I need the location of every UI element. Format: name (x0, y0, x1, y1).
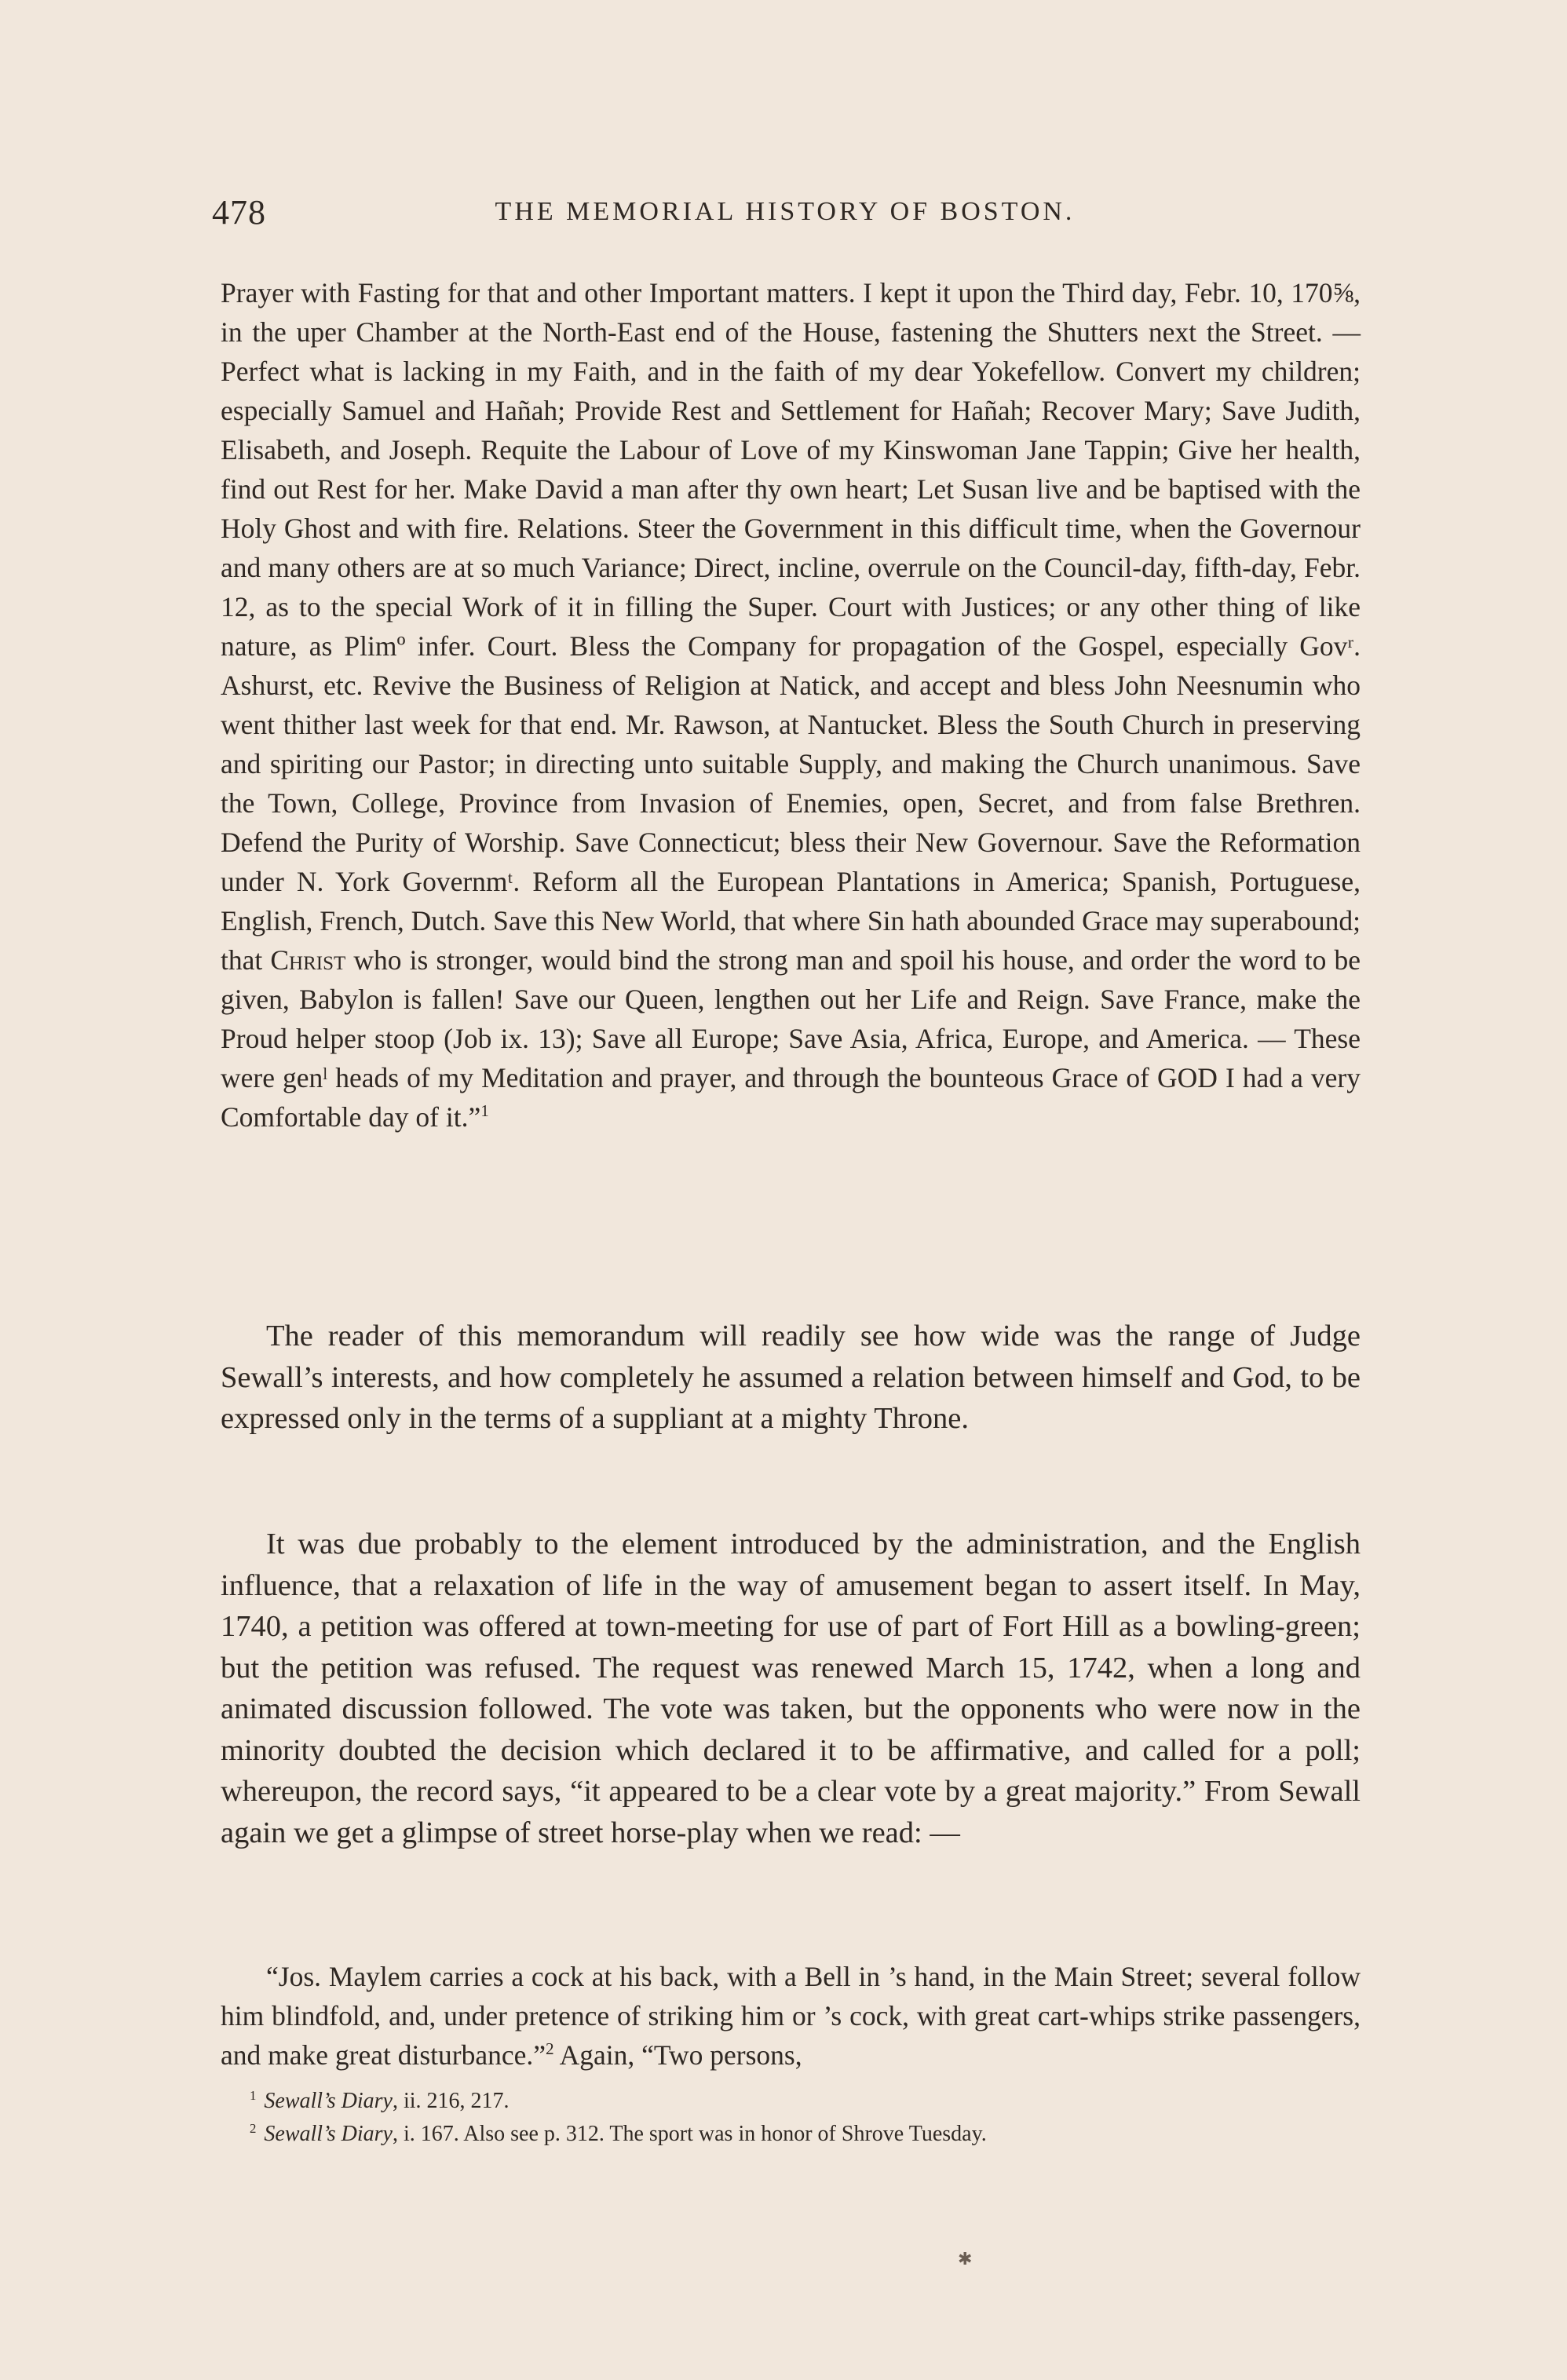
footnote-reference: 1 (480, 1101, 489, 1121)
footnote-mark: 1 (250, 2087, 257, 2103)
excerpt-paragraph (221, 1957, 1361, 2075)
amusement-paragraph (221, 1524, 1361, 1853)
footnote-reference: 2 (545, 2039, 554, 2059)
footnote-title: Sewall’s Diary (264, 2122, 393, 2146)
paragraph-text: It was due probably to the element introduced by the administration, and the English influence, that a relaxation of life in the way of amusement began to assert itself. In May, 1740, a petition was offered at town-meeting for use of part of Fort Hill as a bowling-green; but the petition was refused. The request was renewed March 15, 1742, when a long and animated discussion followed. The vote was taken, but the opponents who were now in the minority doubted the decision which declared it to be affirmative, and called for a poll; whereupon, the record says, “it appeared to be a clear vote by a great majority.” From Sewall again we get a glimpse of street horse-play when we read: — (221, 1528, 1361, 1849)
diary-text-continued: who is stronger, would bind the strong man and spoil his house, and order the word to be given, Babylon is fallen! Save our Queen, lengthen out her Life and Reign. Save France, make the Proud helper stoop (Job ix. 13); Save all Europe; Save Asia, Africa, Europe, and America. — These were genˡ heads of my Meditation and prayer, and through the bounteous Grace of GOD I had a very Comfortable day of it.” (221, 944, 1361, 1133)
footnote-detail: , i. 167. Also see p. 312. The sport was in honor of Shrove Tuesday. (393, 2122, 987, 2146)
excerpt-text: “Jos. Maylem carries a cock at his back, with a Bell in ’s hand, in the Main Street; several follow him blindfold, and, under pretence of striking him or ’s cock, with great cart-whips strike passengers, and make great disturbance.” (221, 1961, 1361, 2071)
footnote-1 (250, 2085, 1364, 2118)
christ-smallcaps: Christ (270, 944, 346, 976)
page-header (212, 192, 1358, 239)
footnote-title: Sewall’s Diary (264, 2089, 393, 2113)
footnote-mark: 2 (250, 2120, 257, 2136)
diary-text: Prayer with Fasting for that and other Important matters. I kept it upon the Third day, Febr. 10, 170⅝, in the uper Chamber at the North-East end of the House, fastening the Shutters next the Street. — Perfect what is lacking in my Faith, and in the faith of my dear Yokefellow. Convert my children; especially Samuel and Hañah; Provide Rest and Settlement for Hañah; Recover Mary; Save Judith, Elisabeth, and Joseph. Requite the Labour of Love of my Kinswoman Jane Tappin; Give her health, find out Rest for her. Make David a man after thy own heart; Let Susan live and be baptised with the Holy Ghost and with fire. Relations. Steer the Government in this difficult time, when the Governour and many others are at so much Variance; Direct, incline, overrule on the Council-day, fifth-day, Febr. 12, as to the special Work of it in filling the Super. Court with Justices; or any other thing of like nature, as Plimº infer. Court. Bless the Company for propagation of the Gospel, especially Govʳ. Ashurst, etc. Revive the Business of Religion at Natick, and accept and bless John Neesnumin who went thither last week for that end. Mr. Rawson, at Nantucket. Bless the South Church in preserving and spiriting our Pastor; in directing unto suitable Supply, and making the Church unanimous. Save the Town, College, Province from Invasion of Enemies, open, Secret, and from false Brethren. Defend the Purity of Worship. Save Connecticut; bless their New Governour. Save the Reformation under N. York Governmᵗ. Reform all the European Plantations in America; Spanish, Portuguese, English, French, Dutch. Save this New World, that where Sin hath abounded Grace may superabound; that (221, 277, 1361, 976)
running-title: THE MEMORIAL HISTORY OF BOSTON. (495, 197, 1076, 226)
quoted-diary-entry (221, 273, 1361, 1137)
excerpt-continuation: Again, “Two persons, (559, 2039, 802, 2071)
quoted-diary-excerpt (221, 1957, 1361, 2075)
paragraph-text: The reader of this memorandum will readily see how wide was the range of Judge Sewall’s interests, and how completely he assumed a relation between himself and God, to be expressed only in the terms of a suppliant at a mighty Throne. (221, 1320, 1361, 1435)
diary-paragraph (221, 273, 1361, 1137)
page-number: 478 (212, 193, 266, 232)
commentary-paragraph (221, 1316, 1361, 1440)
printers-mark-icon: ✱ (958, 2249, 973, 2269)
footnotes (250, 2085, 1364, 2151)
footnote-detail: , ii. 216, 217. (393, 2089, 510, 2113)
footnote-2 (250, 2118, 1364, 2151)
